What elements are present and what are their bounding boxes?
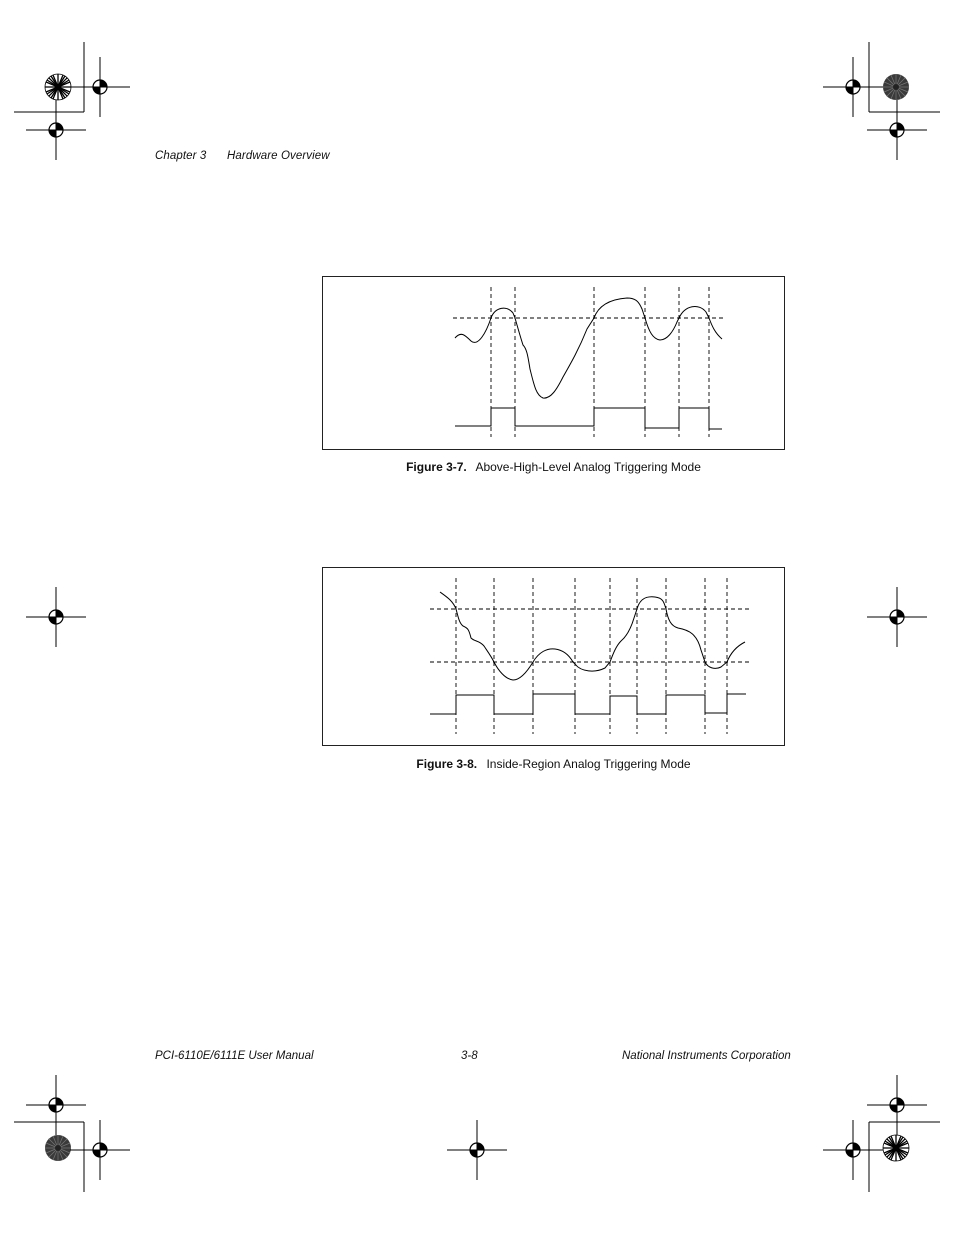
figure-3-8-number: Figure 3-8. bbox=[416, 757, 478, 771]
figure-3-7-title: Above-High-Level Analog Triggering Mode bbox=[475, 460, 701, 474]
figure-3-8-caption bbox=[322, 757, 785, 771]
figure-3-7-caption bbox=[322, 460, 785, 474]
footer-page-number: 3-8 bbox=[461, 1050, 478, 1062]
figure-3-7-number: Figure 3-7. bbox=[406, 460, 467, 474]
figure-3-8-diagram bbox=[322, 567, 785, 746]
analog-signal bbox=[440, 592, 745, 680]
trigger-output bbox=[430, 694, 746, 714]
above-high-level-waveform bbox=[323, 277, 784, 449]
inside-region-waveform bbox=[323, 568, 784, 745]
trigger-output bbox=[455, 408, 722, 429]
figure-3-8-title: Inside-Region Analog Triggering Mode bbox=[486, 757, 691, 771]
footer-company: National Instruments Corporation bbox=[622, 1050, 791, 1062]
figure-3-7-diagram bbox=[322, 276, 785, 450]
header-section: Hardware Overview bbox=[227, 150, 330, 162]
header-chapter: Chapter 3 bbox=[155, 150, 207, 162]
footer-manual-title: PCI-6110E/6111E User Manual bbox=[155, 1050, 314, 1062]
crossing-markers bbox=[456, 578, 727, 734]
analog-signal bbox=[455, 298, 722, 398]
crossing-markers bbox=[491, 287, 709, 437]
